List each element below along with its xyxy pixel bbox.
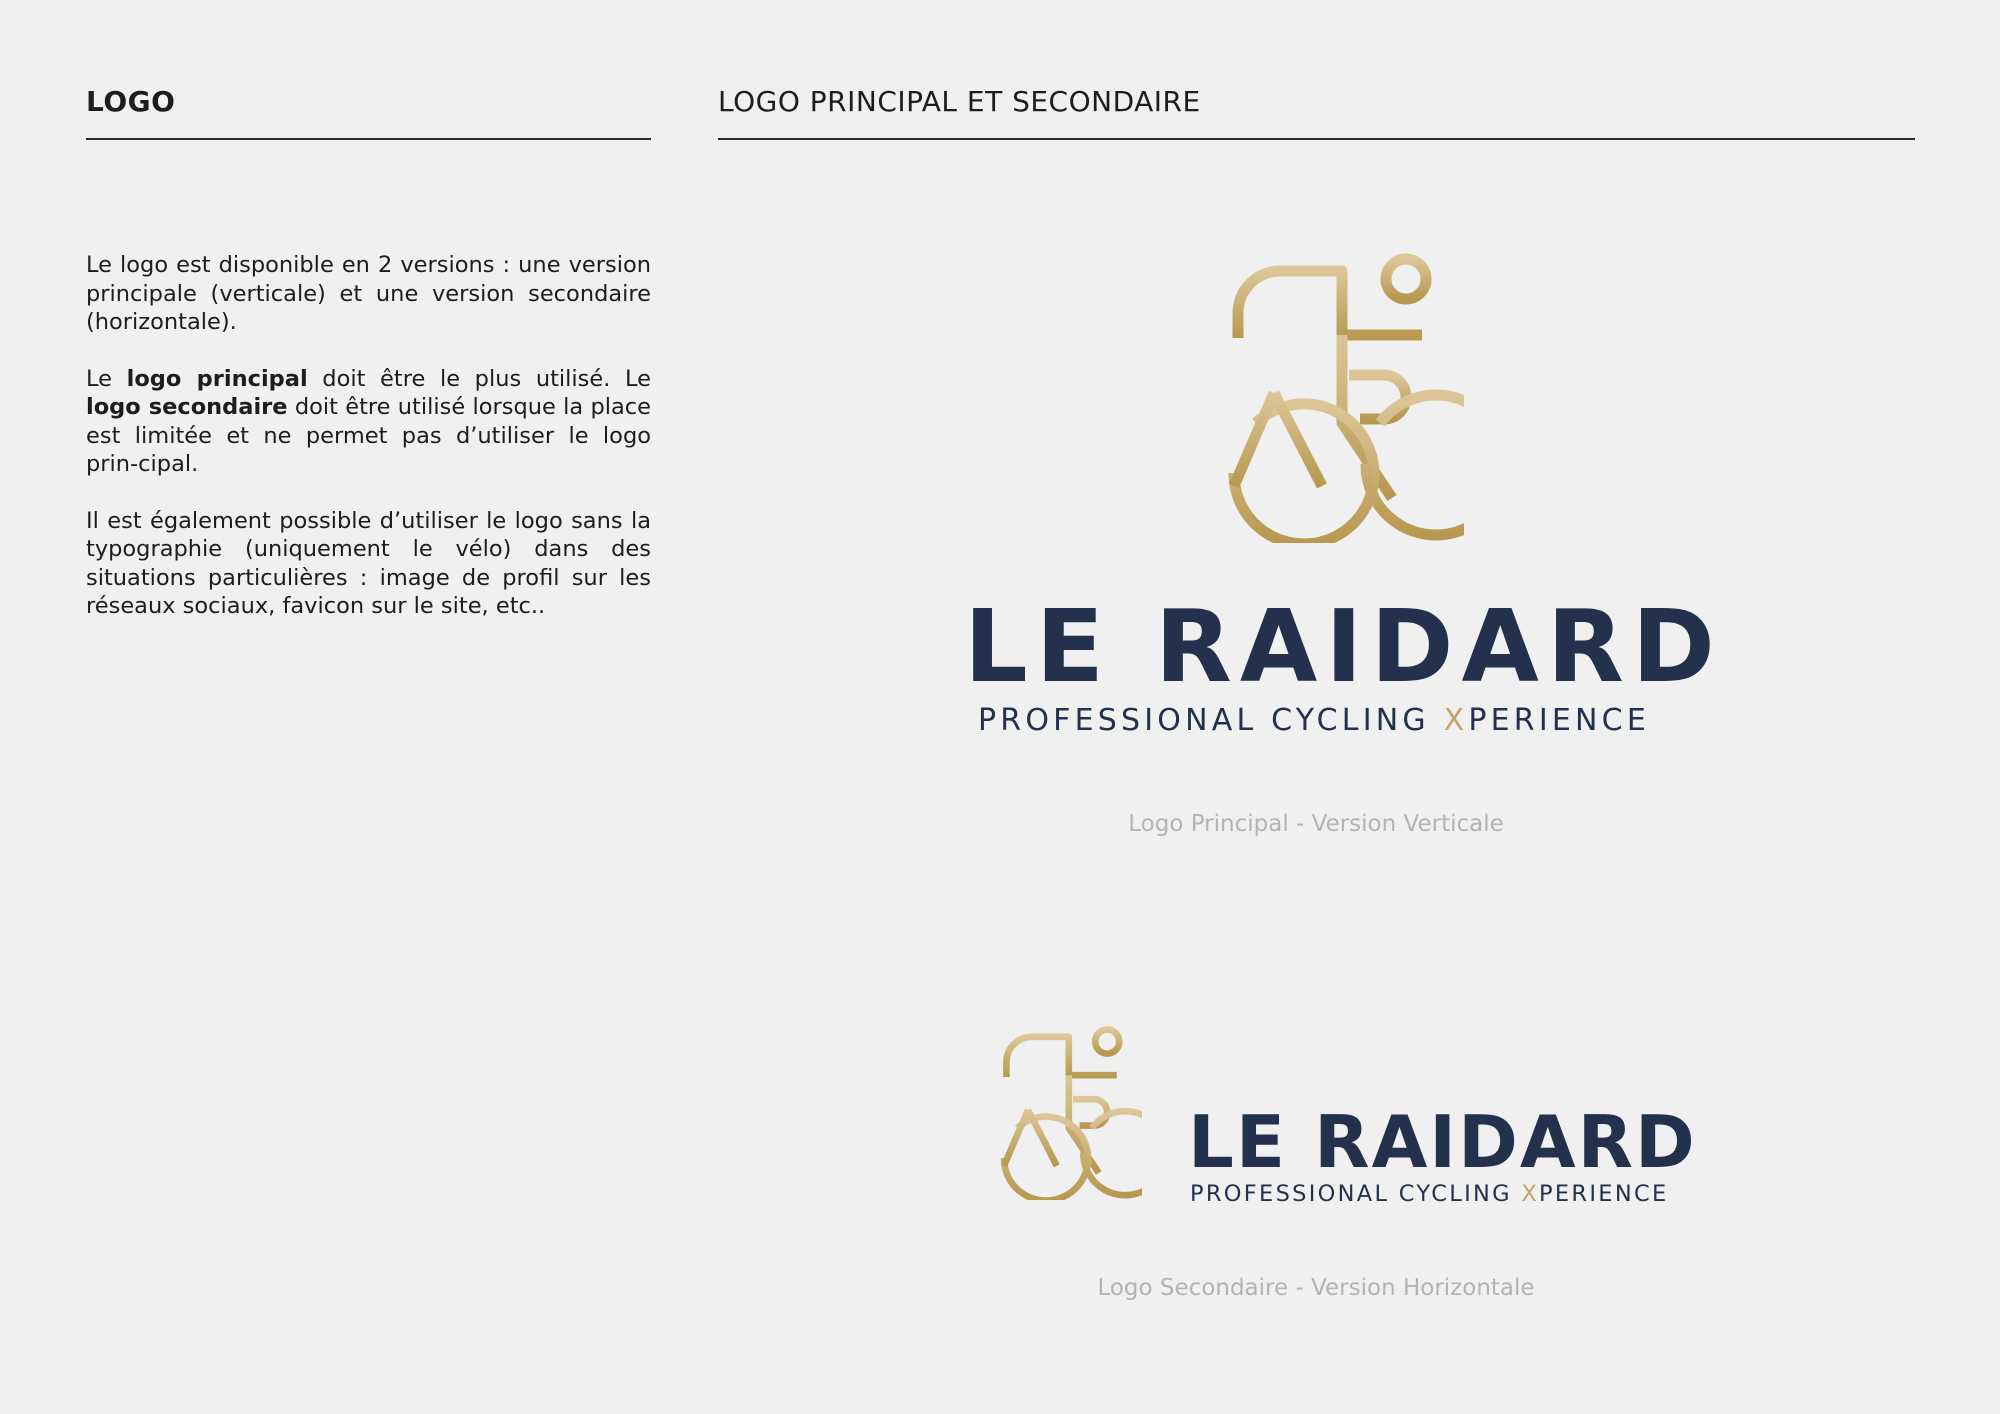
- paragraph-text: doit être utilisé lorsque la place est limitée et ne permet pas d’utiliser le logo prin-cipal.: [86, 394, 651, 477]
- section-title-logo-principal-secondaire: LOGO PRINCIPAL ET SECONDAIRE: [718, 85, 1201, 118]
- description-paragraph: [86, 507, 651, 621]
- description-paragraph: [86, 365, 651, 479]
- tagline-accent-x: X: [1443, 703, 1469, 738]
- paragraph-text: Le logo est disponible en 2 versions : une version principale (verticale) et une version secondaire (horizontale).: [86, 252, 651, 335]
- description-paragraph: [86, 251, 651, 337]
- tagline-text-end: PERIENCE: [1468, 703, 1650, 738]
- cyclist-mark-icon: [1174, 243, 1464, 543]
- emphasis-text: logo secondaire: [86, 394, 288, 420]
- paragraph-text: doit être le plus utilisé. Le: [307, 365, 651, 392]
- tagline: [1190, 1180, 1668, 1208]
- caption-logo-secondaire: Logo Secondaire - Version Horizontale: [1097, 1275, 1535, 1301]
- tagline-text: PROFESSIONAL CYCLING: [1190, 1181, 1522, 1207]
- logo-secondaire-horizontal: [968, 1020, 1697, 1220]
- caption-logo-principal: Logo Principal - Version Verticale: [1128, 811, 1504, 837]
- title-divider-right: [718, 138, 1915, 140]
- paragraph-text: Il est également possible d’utiliser le logo sans la typographie (uniquement le vélo) dans des situations particulières : image de profil sur les réseaux sociaux, favicon sur le site, etc..: [86, 507, 651, 619]
- wordmark-le-raidard: LE RAIDARD: [964, 588, 1723, 705]
- title-divider-left: [86, 138, 651, 140]
- cyclist-mark-icon: [968, 1020, 1142, 1200]
- logo-description: [86, 251, 651, 649]
- tagline-text: PROFESSIONAL CYCLING: [978, 703, 1444, 738]
- wordmark-le-raidard: LE RAIDARD: [1188, 1100, 1697, 1184]
- tagline-accent-x: X: [1521, 1181, 1540, 1207]
- tagline-text-end: PERIENCE: [1539, 1181, 1669, 1207]
- paragraph-text: Le: [86, 365, 127, 392]
- section-title-logo: LOGO: [86, 85, 176, 118]
- emphasis-text: logo principal: [126, 365, 308, 392]
- tagline: [964, 703, 1664, 739]
